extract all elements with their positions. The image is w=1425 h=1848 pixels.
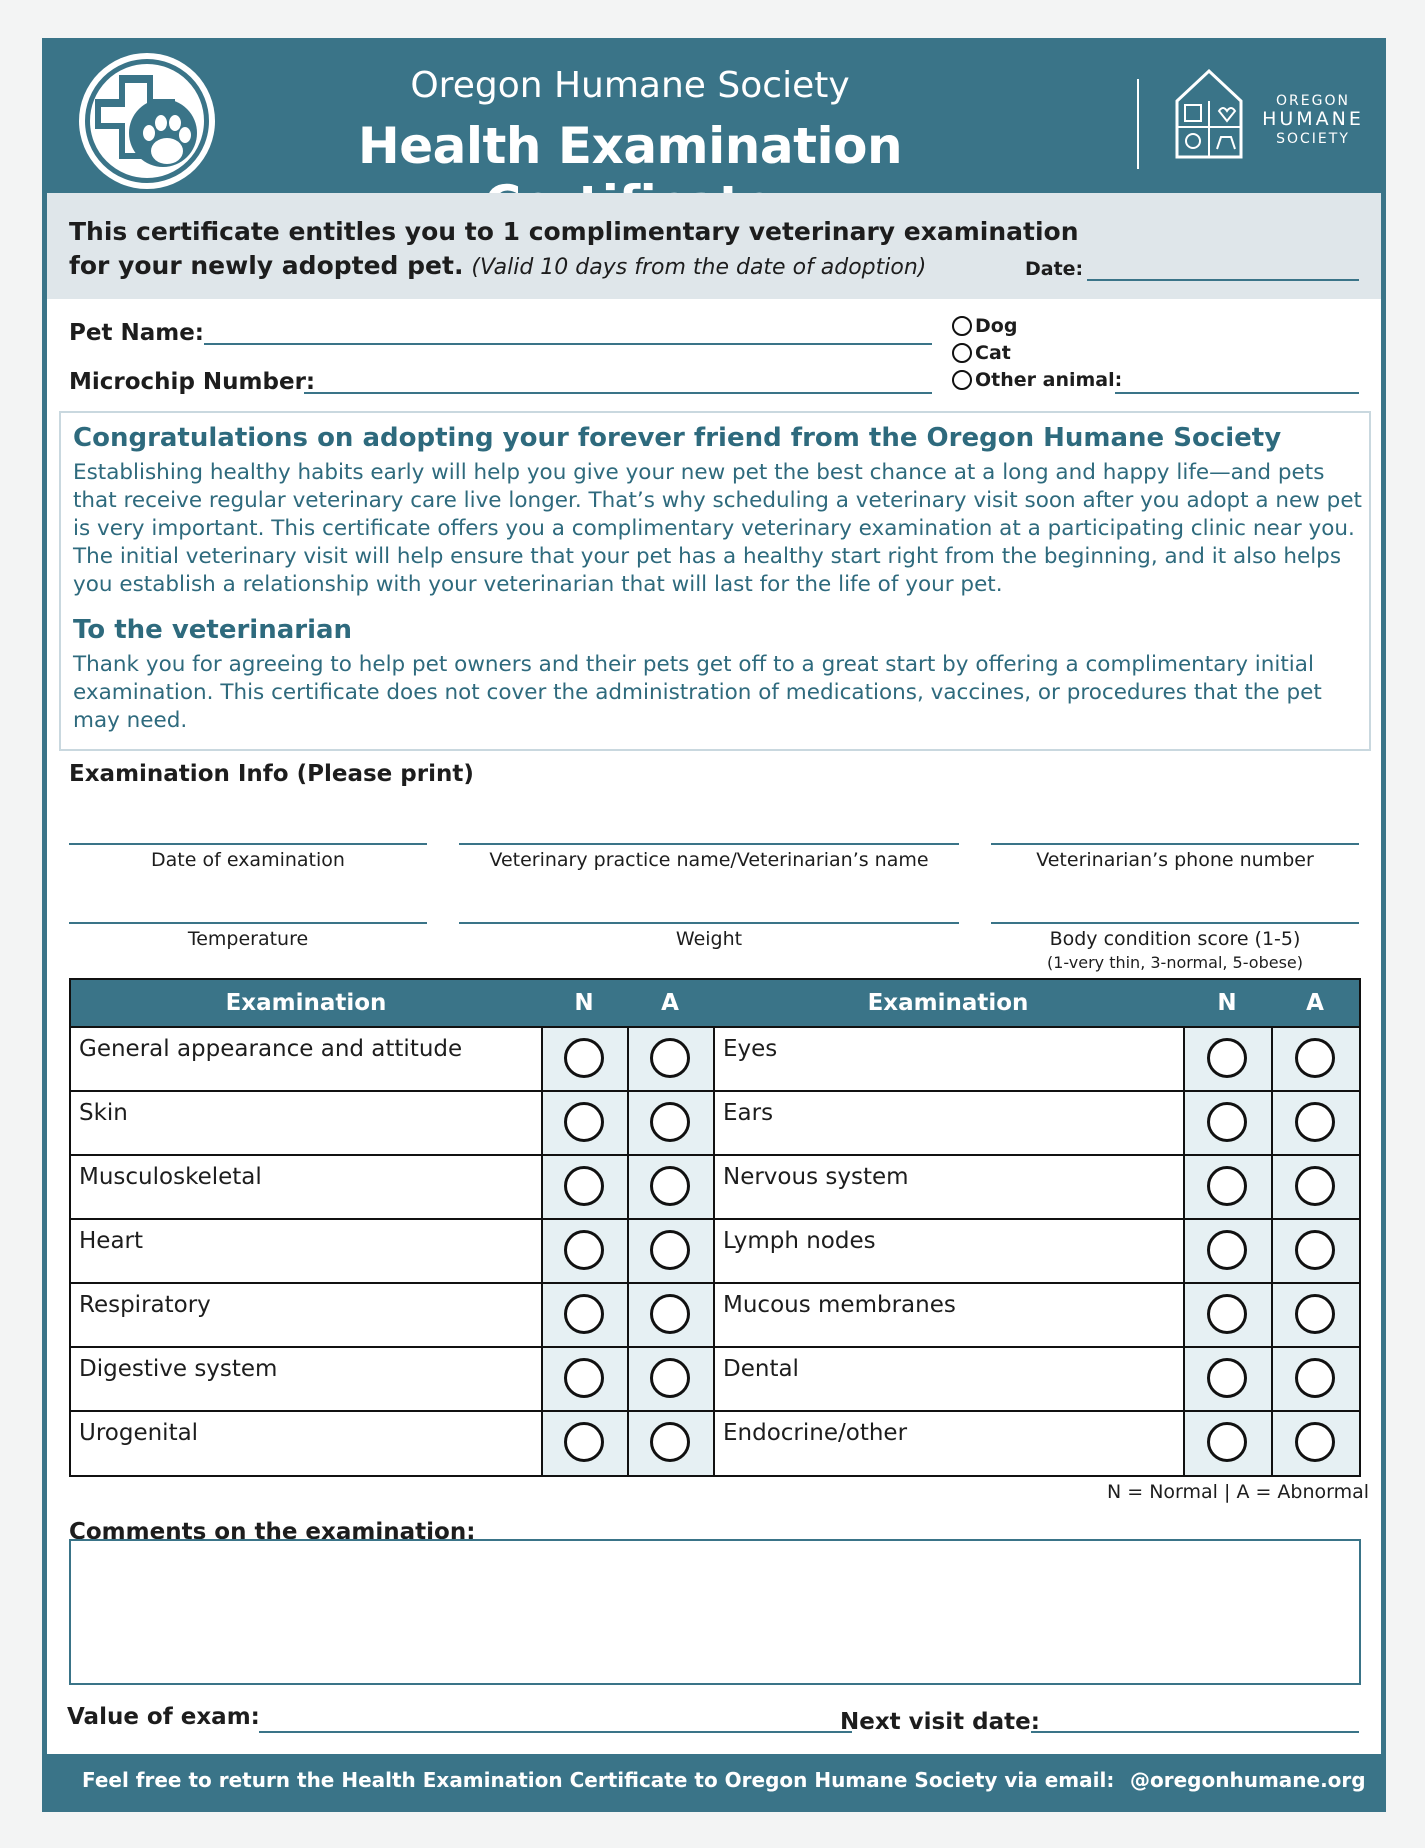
footer-banner (47, 1754, 1381, 1807)
certificate-title: Health Examination (357, 117, 903, 175)
abnormal-radio-left-1[interactable] (650, 1038, 690, 1078)
date-label: Date: (1025, 258, 1084, 280)
weight-caption: Weight (675, 928, 743, 950)
header-examination-right: Examination (867, 990, 1029, 1016)
microchip-field[interactable] (304, 392, 932, 394)
normal-radio-left-7[interactable] (564, 1422, 604, 1462)
other-animal-radio[interactable] (952, 370, 972, 390)
vet-phone-caption: Veterinarian’s phone number (1036, 849, 1314, 871)
dog-radio[interactable] (952, 316, 972, 336)
header-abnormal-left: A (661, 990, 679, 1016)
microchip-label: Microchip Number: (69, 369, 316, 395)
abnormal-radio-right-1[interactable] (1295, 1038, 1335, 1078)
normal-radio-right-5[interactable] (1207, 1294, 1247, 1334)
exam-item-left-4: Heart (79, 1228, 144, 1254)
weight-field[interactable] (459, 922, 959, 924)
exam-item-right-6: Dental (723, 1356, 799, 1382)
exam-item-left-3: Musculoskeletal (79, 1164, 262, 1190)
intro-band (47, 193, 1381, 299)
normal-radio-left-6[interactable] (564, 1358, 604, 1398)
examination-table (69, 978, 1361, 1477)
footer-text: Feel free to return the Health Examination Certificate to Oregon Humane Society via email: (82, 1768, 1115, 1792)
vet-phone-field[interactable] (991, 843, 1359, 845)
header-banner (47, 43, 1381, 193)
intro-line2: for your newly adopted pet. (Valid 10 days from the date of adoption) (69, 251, 927, 280)
exam-item-right-2: Ears (723, 1100, 774, 1126)
cat-radio[interactable] (952, 343, 972, 363)
abnormal-radio-right-2[interactable] (1295, 1102, 1335, 1142)
abnormal-radio-right-6[interactable] (1295, 1358, 1335, 1398)
intro-line1: This certificate entitles you to 1 complimentary veterinary examination (69, 217, 1079, 246)
ohs-house-logo-icon (1173, 65, 1245, 165)
abnormal-radio-right-4[interactable] (1295, 1230, 1335, 1270)
abnormal-radio-left-6[interactable] (650, 1358, 690, 1398)
exam-item-left-1: General appearance and attitude (79, 1036, 463, 1062)
info-box (59, 411, 1371, 751)
exam-item-left-6: Digestive system (79, 1356, 278, 1382)
vet-cross-paw-icon (79, 53, 215, 189)
cat-label: Cat (975, 342, 1011, 364)
abnormal-radio-left-7[interactable] (650, 1422, 690, 1462)
other-animal-label: Other animal: (975, 369, 1123, 391)
exam-item-right-4: Lymph nodes (723, 1228, 876, 1254)
abnormal-radio-left-2[interactable] (650, 1102, 690, 1142)
normal-radio-left-5[interactable] (564, 1294, 604, 1334)
exam-item-right-1: Eyes (723, 1036, 778, 1062)
temperature-field[interactable] (69, 922, 427, 924)
vet-paragraph: Thank you for agreeing to help pet owners and their pets get off to a great start by offering a complimentary initial examination. This certificate does not cover the administration of medications, vaccines, or procedures that the pet may need. (73, 652, 1322, 733)
normal-radio-left-2[interactable] (564, 1102, 604, 1142)
body-condition-caption: Body condition score (1-5) (1049, 928, 1301, 950)
body-condition-field[interactable] (991, 922, 1359, 924)
comments-textarea[interactable] (69, 1539, 1361, 1685)
normal-radio-right-3[interactable] (1207, 1166, 1247, 1206)
body-condition-note: (1-very thin, 3-normal, 5-obese) (1046, 953, 1304, 972)
date-of-exam-caption: Date of examination (151, 849, 345, 871)
pet-name-field[interactable] (204, 343, 932, 345)
exam-info-heading: Examination Info (Please print) (69, 761, 474, 787)
other-animal-field[interactable] (1115, 392, 1359, 394)
value-of-exam-field[interactable] (259, 1731, 852, 1733)
abnormal-radio-left-5[interactable] (650, 1294, 690, 1334)
table-legend: N = Normal | A = Abnormal (1107, 1481, 1370, 1503)
date-of-exam-field[interactable] (69, 843, 427, 845)
exam-item-left-5: Respiratory (79, 1292, 211, 1318)
abnormal-radio-right-7[interactable] (1295, 1422, 1335, 1462)
practice-name-caption: Veterinary practice name/Veterinarian’s name (489, 849, 929, 871)
header-abnormal-right: A (1306, 990, 1324, 1016)
next-visit-field[interactable] (1031, 1731, 1359, 1733)
abnormal-radio-right-3[interactable] (1295, 1166, 1335, 1206)
congrats-paragraph: Establishing healthy habits early will help you give your new pet the best chance at a long and happy life—and pets that receive regular veterinary care live longer. That’s why scheduling a veterinary visit soon after you adopt a new pet is very important. This certificate offers you a complimentary veterinary examination at a participating clinic near you. The initial veterinary visit will help ensure that your pet has a healthy start right from the beginning, and it also helps you establish a relationship with your veterinarian that will last for the life of your pet. (73, 460, 1362, 597)
abnormal-radio-left-4[interactable] (650, 1230, 690, 1270)
normal-radio-left-3[interactable] (564, 1166, 604, 1206)
comments-label: Comments on the examination: (69, 1519, 476, 1545)
header-normal-left: N (574, 990, 594, 1016)
exam-item-right-7: Endocrine/other (723, 1420, 908, 1446)
table-header (71, 980, 1359, 1028)
ohs-logo-text: OREGON HUMANE SOCIETY (1262, 93, 1364, 147)
normal-radio-right-2[interactable] (1207, 1102, 1247, 1142)
header-examination-left: Examination (225, 990, 387, 1016)
exam-item-right-3: Nervous system (723, 1164, 909, 1190)
exam-item-left-7: Urogenital (79, 1420, 199, 1446)
dog-label: Dog (975, 315, 1018, 337)
vet-heading: To the veterinarian (73, 615, 353, 645)
normal-radio-right-6[interactable] (1207, 1358, 1247, 1398)
normal-radio-right-1[interactable] (1207, 1038, 1247, 1078)
footer-email[interactable]: @oregonhumane.org (1130, 1768, 1366, 1792)
header-normal-right: N (1217, 990, 1237, 1016)
date-field[interactable] (1087, 279, 1359, 281)
exam-item-left-2: Skin (79, 1100, 128, 1126)
pet-name-label: Pet Name: (69, 320, 204, 346)
certificate-page (42, 38, 1386, 1812)
temperature-caption: Temperature (187, 928, 309, 950)
abnormal-radio-right-5[interactable] (1295, 1294, 1335, 1334)
normal-radio-right-4[interactable] (1207, 1230, 1247, 1270)
org-title: Oregon Humane Society (410, 65, 850, 106)
next-visit-label: Next visit date: (840, 1709, 1040, 1735)
abnormal-radio-left-3[interactable] (650, 1166, 690, 1206)
header-divider (1137, 79, 1139, 169)
value-of-exam-label: Value of exam: (67, 1704, 260, 1730)
normal-radio-right-7[interactable] (1207, 1422, 1247, 1462)
normal-radio-left-4[interactable] (564, 1230, 604, 1270)
practice-name-field[interactable] (459, 843, 959, 845)
congrats-heading: Congratulations on adopting your forever friend from the Oregon Humane Society (73, 423, 1282, 453)
exam-item-right-5: Mucous membranes (723, 1292, 956, 1318)
normal-radio-left-1[interactable] (564, 1038, 604, 1078)
